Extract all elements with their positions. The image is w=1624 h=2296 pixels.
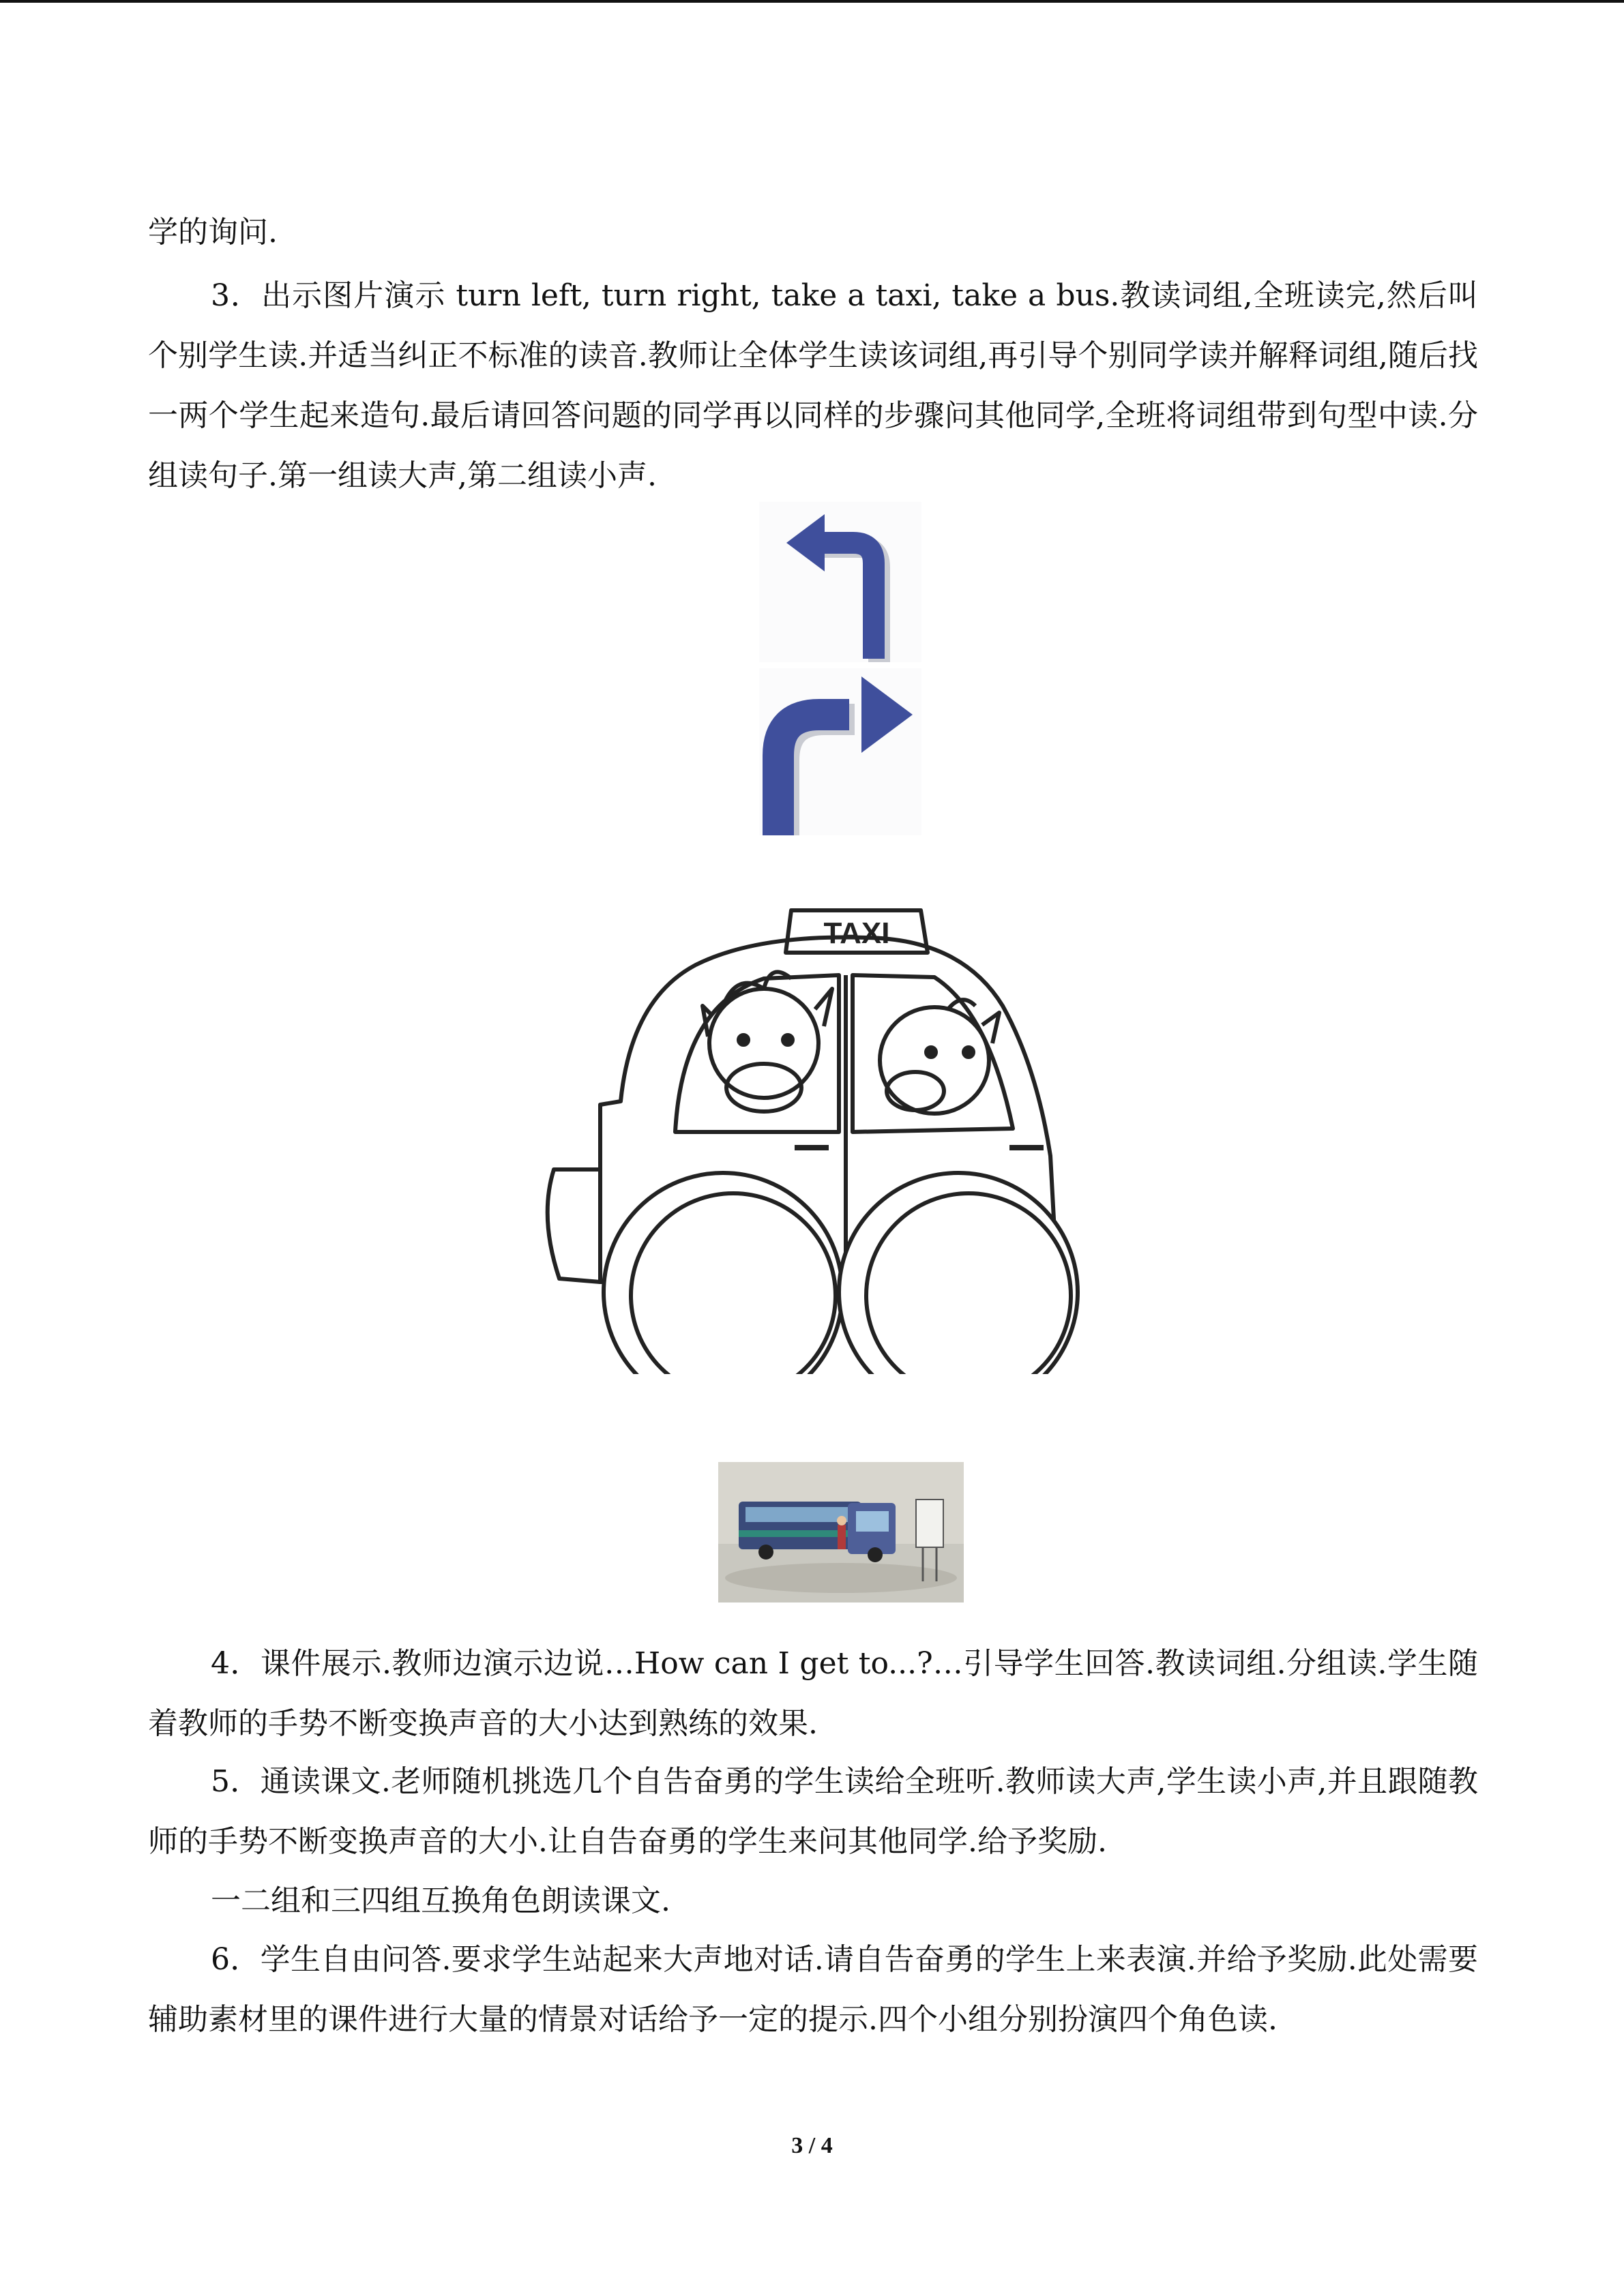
paragraph-role-swap: 一二组和三四组互换角色朗读课文.	[211, 1883, 670, 1918]
turn-left-arrow-image	[759, 502, 921, 662]
paragraph-step-6: 6．学生自由问答.要求学生站起来大声地对话.请自告奋勇的学生上来表演.并给予奖励.此处需要辅助素材里的课件进行大量的情景对话给予一定的提示.四个小组分别扮演四个角色读.	[148, 1942, 1478, 2037]
paragraph-step-3: 3．出示图片演示 turn left, turn right, take a taxi, take a bus.教读词组,全班读完,然后叫个别学生读.并适当纠正不标准的读音.教师让全体学生读该词组,再引导个别同学读并解释词组,随后找一两个学生起来造句.最后请回答问题的同学再以同样的步骤问其他同学,全班将词组带到句型中读.分组读句子.第一组读大声,第二组读小声.	[148, 278, 1478, 493]
turn-right-arrow-image	[759, 668, 921, 835]
taxi-cartoon-image	[539, 897, 1105, 1374]
paragraph-step-5: 5．通读课文.老师随机挑选几个自告奋勇的学生读给全班听.教师读大声,学生读小声,并且跟随教师的手势不断变换声音的大小.让自告奋勇的学生来问其他同学.给予奖励.	[148, 1764, 1478, 1859]
paragraph-continuation: 学的询问.	[148, 215, 278, 250]
paragraph-step-4: 4．课件展示.教师边演示边说…How can I get to...?…引导学生回答.教读词组.分组读.学生随着教师的手势不断变换声音的大小达到熟练的效果.	[148, 1646, 1478, 1741]
taxi-sign-text: TAXI	[823, 916, 890, 950]
page-number: 3 / 4	[791, 2133, 833, 2158]
top-rule	[0, 0, 1624, 3]
bus-stop-image	[718, 1462, 964, 1602]
